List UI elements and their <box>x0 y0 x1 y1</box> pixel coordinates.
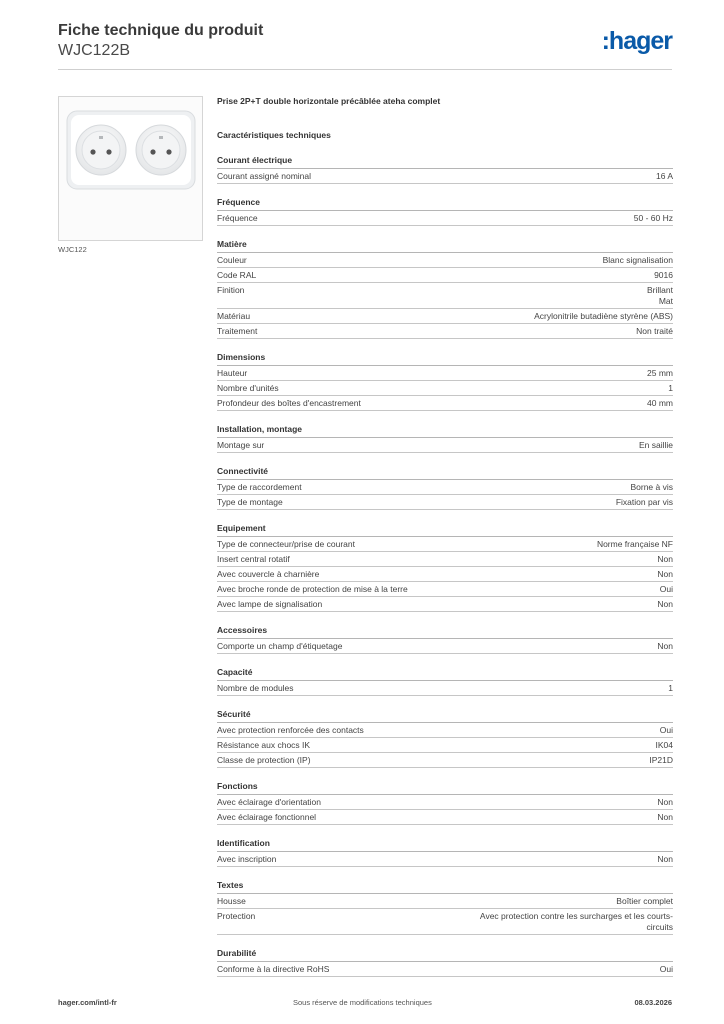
spec-value: Brillant <box>647 285 673 295</box>
spec-value: 40 mm <box>647 398 673 408</box>
spec-value-group <box>597 539 673 550</box>
spec-value-group <box>656 171 673 182</box>
spec-section <box>217 465 673 510</box>
spec-section <box>217 522 673 612</box>
spec-label: Protection <box>217 911 256 921</box>
section-title: Sécurité <box>217 708 673 723</box>
spec-value: Fixation par vis <box>615 497 673 507</box>
spec-label: Couleur <box>217 255 247 265</box>
spec-row <box>217 169 673 184</box>
spec-value-group <box>660 725 673 736</box>
spec-value-group <box>657 569 673 580</box>
spec-label: Housse <box>217 896 246 906</box>
spec-label: Avec broche ronde de protection de mise à la terre <box>217 584 408 594</box>
spec-value: IP21D <box>649 755 673 765</box>
spec-section <box>217 780 673 825</box>
spec-label: Nombre de modules <box>217 683 294 693</box>
spec-value: 25 mm <box>647 368 673 378</box>
spec-value: 9016 <box>654 270 673 280</box>
spec-value-group <box>657 854 673 865</box>
spec-row <box>217 639 673 654</box>
spec-label: Type de connecteur/prise de courant <box>217 539 355 549</box>
spec-value: 50 - 60 Hz <box>633 213 673 223</box>
product-reference: WJC122B <box>58 42 131 59</box>
spec-value-group <box>660 964 673 975</box>
section-title: Installation, montage <box>217 423 673 438</box>
spec-value: Non <box>657 641 673 651</box>
spec-row <box>217 253 673 268</box>
spec-value: Non <box>657 854 673 864</box>
spec-section <box>217 238 673 339</box>
spec-label: Avec protection renforcée des contacts <box>217 725 364 735</box>
spec-value: Oui <box>659 964 673 974</box>
section-title: Matière <box>217 238 673 253</box>
spec-section <box>217 624 673 654</box>
spec-section <box>217 666 673 696</box>
spec-label: Fréquence <box>217 213 258 223</box>
spec-value: Boîtier complet <box>616 896 673 906</box>
section-title: Capacité <box>217 666 673 681</box>
hager-logo[interactable]: :hager <box>601 27 672 55</box>
section-title: Accessoires <box>217 624 673 639</box>
spec-label: Avec éclairage fonctionnel <box>217 812 317 822</box>
spec-sections <box>217 154 673 977</box>
spec-value-group <box>603 255 673 266</box>
spec-label: Montage sur <box>217 440 265 450</box>
spec-value-group <box>616 497 673 508</box>
spec-section <box>217 423 673 453</box>
spec-row <box>217 309 673 324</box>
spec-label: Nombre d'unités <box>217 383 279 393</box>
spec-label: Avec couvercle à charnière <box>217 569 320 579</box>
section-title: Textes <box>217 879 673 894</box>
product-image <box>58 96 203 241</box>
section-title: Equipement <box>217 522 673 537</box>
section-title: Identification <box>217 837 673 852</box>
spec-value: Borne à vis <box>630 482 673 492</box>
spec-row <box>217 567 673 582</box>
spec-row <box>217 480 673 495</box>
spec-row <box>217 810 673 825</box>
spec-row <box>217 396 673 411</box>
spec-value-line-2: Mat <box>658 296 673 306</box>
section-title: Durabilité <box>217 947 673 962</box>
spec-value-group <box>647 368 673 379</box>
spec-value-group <box>480 911 673 933</box>
spec-row <box>217 852 673 867</box>
spec-value-group <box>657 812 673 823</box>
spec-value-group <box>654 270 673 281</box>
footer-notice: Sous réserve de modifications techniques <box>293 998 432 1007</box>
spec-label: Profondeur des boîtes d'encastrement <box>217 398 361 408</box>
spec-row <box>217 552 673 567</box>
spec-label: Type de montage <box>217 497 283 507</box>
spec-label: Avec éclairage d'orientation <box>217 797 322 807</box>
spec-row <box>217 723 673 738</box>
spec-value-group <box>668 683 673 694</box>
section-title: Fréquence <box>217 196 673 211</box>
spec-value-group <box>616 896 673 907</box>
spec-value: Non <box>657 797 673 807</box>
spec-value: Acrylonitrile butadiène styrène (ABS) <box>534 311 673 321</box>
spec-value: Non traité <box>636 326 673 336</box>
spec-value: Oui <box>659 584 673 594</box>
spec-label: Avec lampe de signalisation <box>217 599 323 609</box>
spec-row <box>217 597 673 612</box>
spec-row <box>217 283 673 309</box>
spec-value: Norme française NF <box>596 539 673 549</box>
spec-label: Résistance aux chocs IK <box>217 740 311 750</box>
spec-value: Non <box>657 599 673 609</box>
spec-label: Comporte un champ d'étiquetage <box>217 641 343 651</box>
spec-row <box>217 909 673 935</box>
spec-value-group <box>660 584 673 595</box>
section-title: Connectivité <box>217 465 673 480</box>
spec-row <box>217 753 673 768</box>
section-title: Fonctions <box>217 780 673 795</box>
spec-section <box>217 947 673 977</box>
spec-value-group <box>657 797 673 808</box>
spec-section <box>217 351 673 411</box>
spec-value: En saillie <box>638 440 673 450</box>
spec-label: Conforme à la directive RoHS <box>217 964 330 974</box>
spec-section <box>217 879 673 935</box>
page-title: Fiche technique du produit <box>58 22 264 39</box>
section-title: Dimensions <box>217 351 673 366</box>
spec-value-group <box>656 740 674 751</box>
footer-date: 08.03.2026 <box>634 998 672 1007</box>
spec-row <box>217 681 673 696</box>
spec-label: Insert central rotatif <box>217 554 290 564</box>
characteristics-heading: Caractéristiques techniques <box>217 130 331 140</box>
spec-value-group <box>668 383 673 394</box>
spec-value: Oui <box>659 725 673 735</box>
spec-value-group <box>534 311 673 322</box>
spec-label: Type de raccordement <box>217 482 302 492</box>
spec-label: Traitement <box>217 326 258 336</box>
spec-label: Courant assigné nominal <box>217 171 312 181</box>
spec-section <box>217 196 673 226</box>
spec-value-group <box>657 641 673 652</box>
spec-row <box>217 962 673 977</box>
spec-section <box>217 154 673 184</box>
page-header <box>58 21 672 70</box>
spec-value-group <box>649 755 673 766</box>
product-name: Prise 2P+T double horizontale précâblée ateha complet <box>217 96 441 106</box>
spec-row <box>217 495 673 510</box>
spec-value: Blanc signalisation <box>602 255 673 265</box>
spec-value-group <box>636 326 673 337</box>
footer-website-link[interactable]: hager.com/intl-fr <box>58 998 117 1007</box>
spec-value-group <box>639 440 673 451</box>
spec-value: Non <box>657 554 673 564</box>
spec-row <box>217 438 673 453</box>
spec-row <box>217 324 673 339</box>
spec-row <box>217 211 673 226</box>
spec-row <box>217 381 673 396</box>
spec-value: IK04 <box>655 740 673 750</box>
spec-row <box>217 738 673 753</box>
spec-value: 16 A <box>655 171 673 181</box>
spec-value-group <box>630 482 673 493</box>
spec-section <box>217 708 673 768</box>
spec-value-line-2: circuits <box>646 922 673 932</box>
spec-row <box>217 795 673 810</box>
spec-value: 1 <box>668 683 673 693</box>
section-title: Courant électrique <box>217 154 673 169</box>
spec-label: Finition <box>217 285 245 295</box>
spec-value: Non <box>657 812 673 822</box>
spec-value: 1 <box>668 383 673 393</box>
spec-row <box>217 894 673 909</box>
spec-row <box>217 537 673 552</box>
double-socket-illustration <box>59 97 202 240</box>
spec-row <box>217 582 673 597</box>
spec-section <box>217 837 673 867</box>
spec-label: Matériau <box>217 311 251 321</box>
spec-label: Code RAL <box>217 270 257 280</box>
spec-value-group <box>634 213 673 224</box>
spec-value-group <box>647 398 673 409</box>
spec-value-group <box>657 599 673 610</box>
spec-value-group <box>647 285 673 307</box>
spec-value-group <box>657 554 673 565</box>
spec-label: Avec inscription <box>217 854 277 864</box>
spec-row <box>217 366 673 381</box>
spec-value: Non <box>657 569 673 579</box>
spec-row <box>217 268 673 283</box>
product-image-caption: WJC122 <box>58 245 87 254</box>
spec-content <box>217 94 673 977</box>
spec-label: Hauteur <box>217 368 248 378</box>
spec-value: Avec protection contre les surcharges et les courts- <box>479 911 673 921</box>
spec-label: Classe de protection (IP) <box>217 755 311 765</box>
